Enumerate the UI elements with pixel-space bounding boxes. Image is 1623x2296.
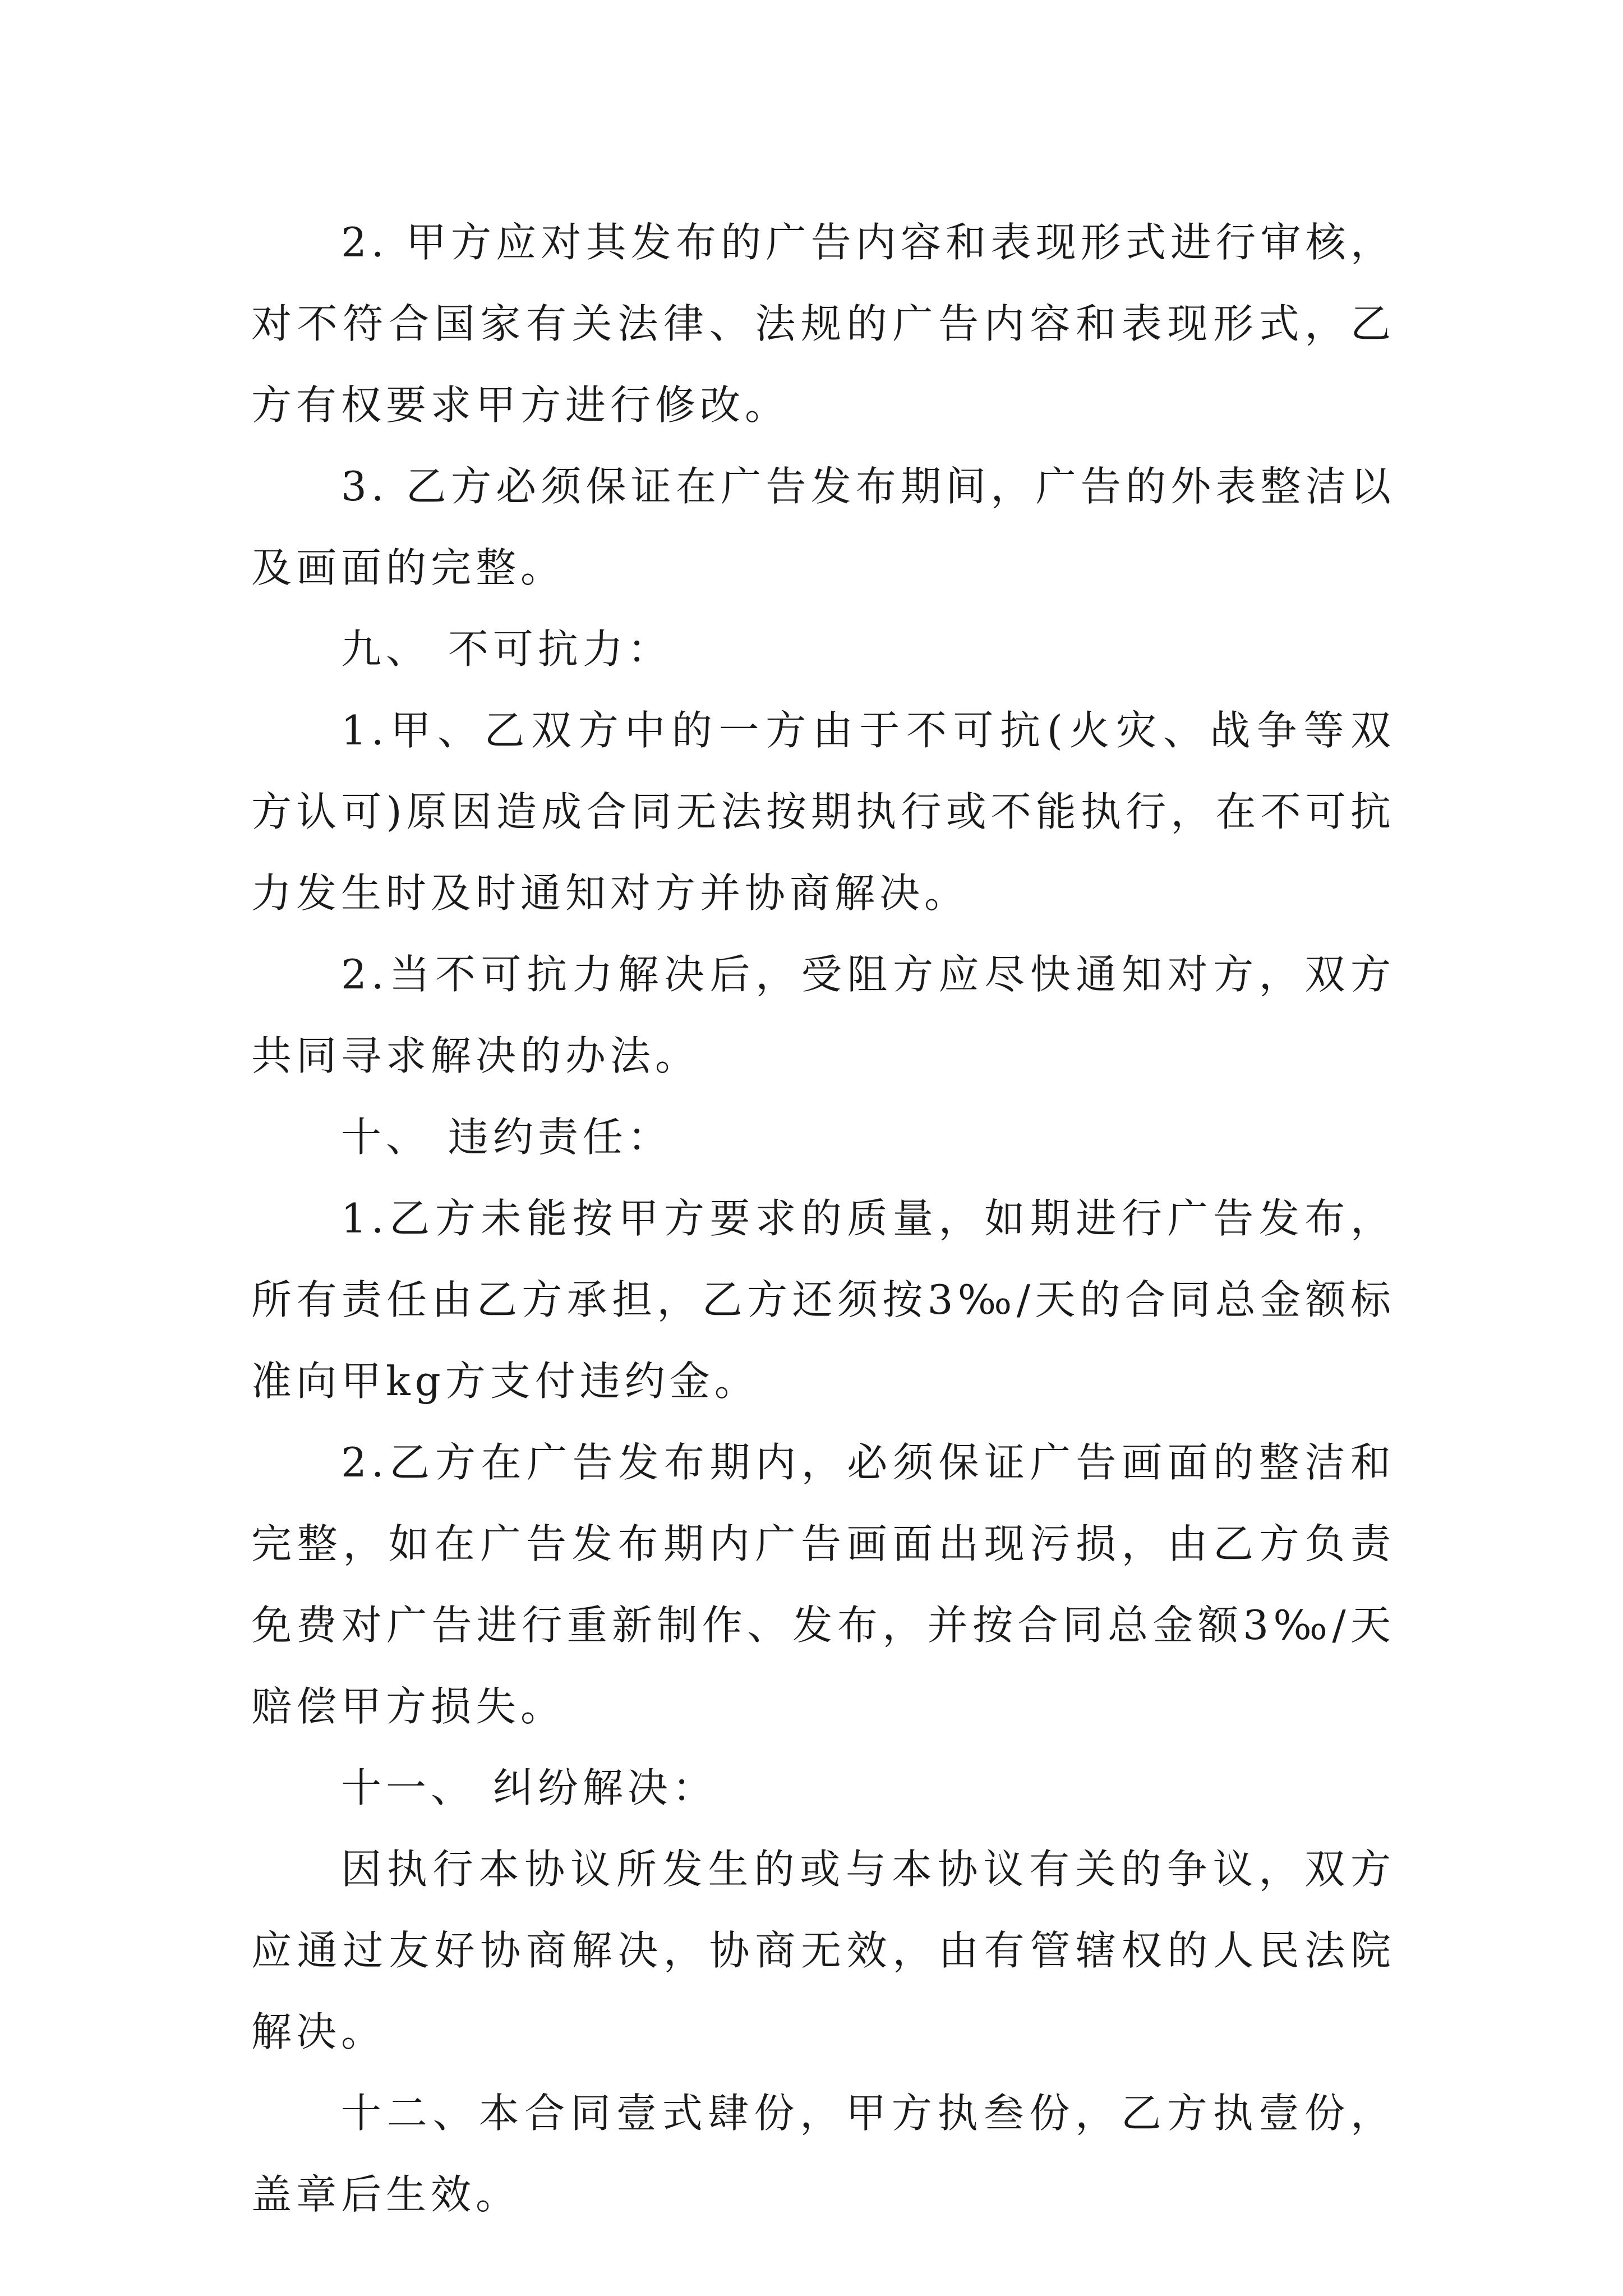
document-body: [251, 202, 1395, 2235]
clause-10-item-1: 1.乙方未能按甲方要求的质量，如期进行广告发布，所有责任由乙方承担，乙方还须按3‰/天的合同总金额标准向甲kg方支付违约金。: [251, 1195, 1395, 1405]
clause-8-item-3: 3. 乙方必须保证在广告发布期间，广告的外表整洁以及画面的完整。: [251, 463, 1395, 591]
clause-9-item-1: 1.甲、乙双方中的一方由于不可抗(火灾、战争等双方认可)原因造成合同无法按期执行或不能执行，在不可抗力发生时及时通知对方并协商解决。: [251, 707, 1395, 917]
clause-12-text: 十二、本合同壹式肆份，甲方执叁份，乙方执壹份，盖章后生效。: [251, 2090, 1395, 2218]
section-heading-force-majeure: 九、 不可抗力：: [341, 625, 672, 673]
clause-9-item-2: 2.当不可抗力解决后，受阻方应尽快通知对方，双方共同寻求解决的办法。: [251, 951, 1395, 1079]
section-heading-dispute-resolution: 十一、 纠纷解决：: [341, 1764, 717, 1811]
clause-8-item-2: 2. 甲方应对其发布的广告内容和表现形式进行审核，对不符合国家有关法律、法规的广告内容和表现形式，乙方有权要求甲方进行修改。: [251, 219, 1395, 429]
clause-10-item-2: 2.乙方在广告发布期内，必须保证广告画面的整洁和完整，如在广告发布期内广告画面出现污损，由乙方负责免费对广告进行重新制作、发布，并按合同总金额3‰/天赔偿甲方损失。: [251, 1439, 1395, 1730]
clause-11-text: 因执行本协议所发生的或与本协议有关的争议，双方应通过友好协商解决，协商无效，由有管辖权的人民法院解决。: [251, 1846, 1395, 2055]
section-heading-breach-liability: 十、 违约责任：: [341, 1114, 672, 1161]
